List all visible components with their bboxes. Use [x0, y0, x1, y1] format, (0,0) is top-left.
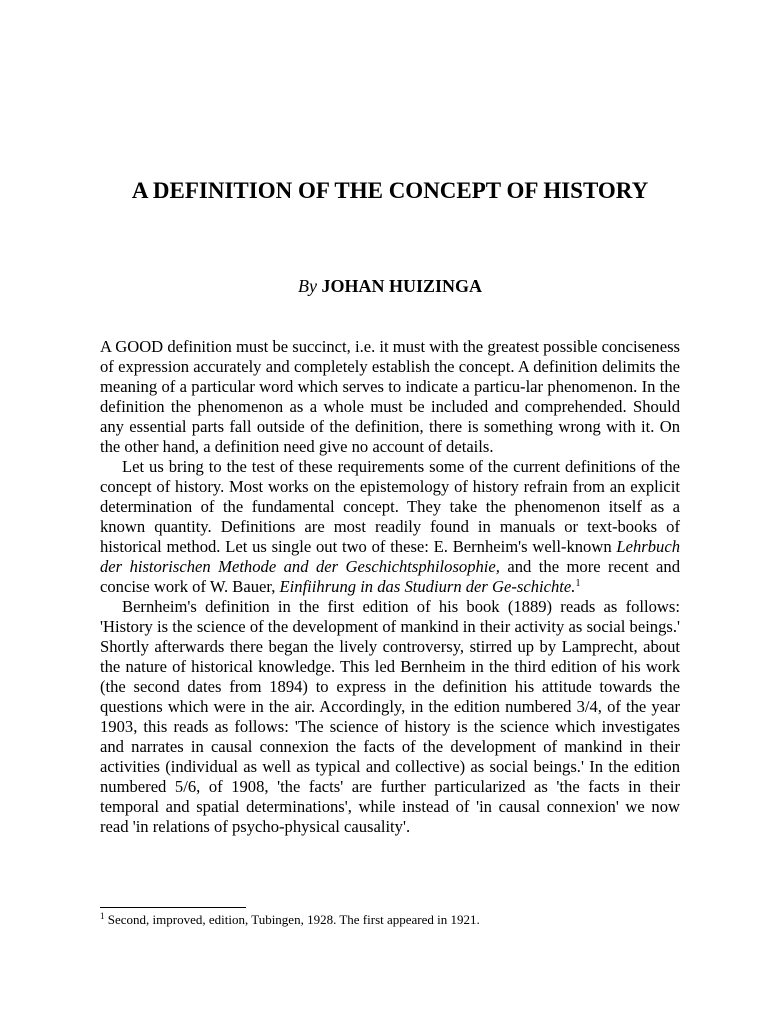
byline-prefix: By	[298, 276, 317, 296]
paragraph-2	[100, 457, 680, 597]
footnote-marker: 1	[100, 911, 105, 921]
paragraph-2-text-a: Let us bring to the test of these requirements some of the current definitions of the concept of history. Most works on the epistemology of history refrain from an explicit determination of the fundamental concept. They take the phenomenon itself as a known quantity. Definitions are most readily found in manuals or text-books of historical method. Let us single out two of these: E. Bernheim's well-known	[100, 457, 680, 556]
footnote-reference[interactable]: 1	[575, 578, 581, 589]
paragraph-2-text-b: and the more recent and concise work of W. Bauer,	[100, 557, 680, 596]
byline	[100, 274, 680, 298]
paragraph-3: Bernheim's definition in the first edition of his book (1889) reads as follows: 'History is the science of the development of mankind in their activity as social beings.' Shortly afterwards there began the lively controversy, stirred up by Lamprecht, about the nature of historical knowledge. This led Bernheim in the third edition of his work (the second dates from 1894) to express in the definition his attitude towards the questions which were in the air. Accordingly, in the edition numbered 3/4, of the year 1903, this reads as follows: 'The science of history is the science which investigates and narrates in causal connexion the facts of the development of mankind in their activities (individual as well as typical and collective) as social beings.' In the edition numbered 5/6, of 1908, 'the facts' are further particularized as 'the facts in their temporal and spatial determinations', while instead of 'in causal connexion' we now read 'in relations of psycho-physical causality'.	[100, 597, 680, 836]
footnote-text: Second, improved, edition, Tubingen, 1928. The first appeared in 1921.	[104, 912, 480, 927]
footnote-divider	[100, 907, 246, 908]
paragraph-1: A GOOD definition must be succinct, i.e. it must with the greatest possible conciseness of expression accurately and completely establish the concept. A definition delimits the meaning of a particular word which serves to indicate a particu-lar phenomenon. In the definition the phenomenon as a whole must be included and comprehended. Should any essential parts fall outside of the definition, there is something wrong with it. On the other hand, a definition need give no account of details.	[100, 337, 680, 456]
book-title-bernheim: Lehrbuch der historischen Methode and der Geschichtsphilosophie,	[100, 537, 680, 576]
document-title: A DEFINITION OF THE CONCEPT OF HISTORY	[131, 178, 649, 203]
author-name: JOHAN HUIZINGA	[321, 276, 482, 296]
footnote	[100, 911, 680, 929]
book-title-bauer: Einfiihrung in das Studiurn der Ge-schichte.	[279, 577, 576, 596]
body-text	[100, 337, 680, 837]
